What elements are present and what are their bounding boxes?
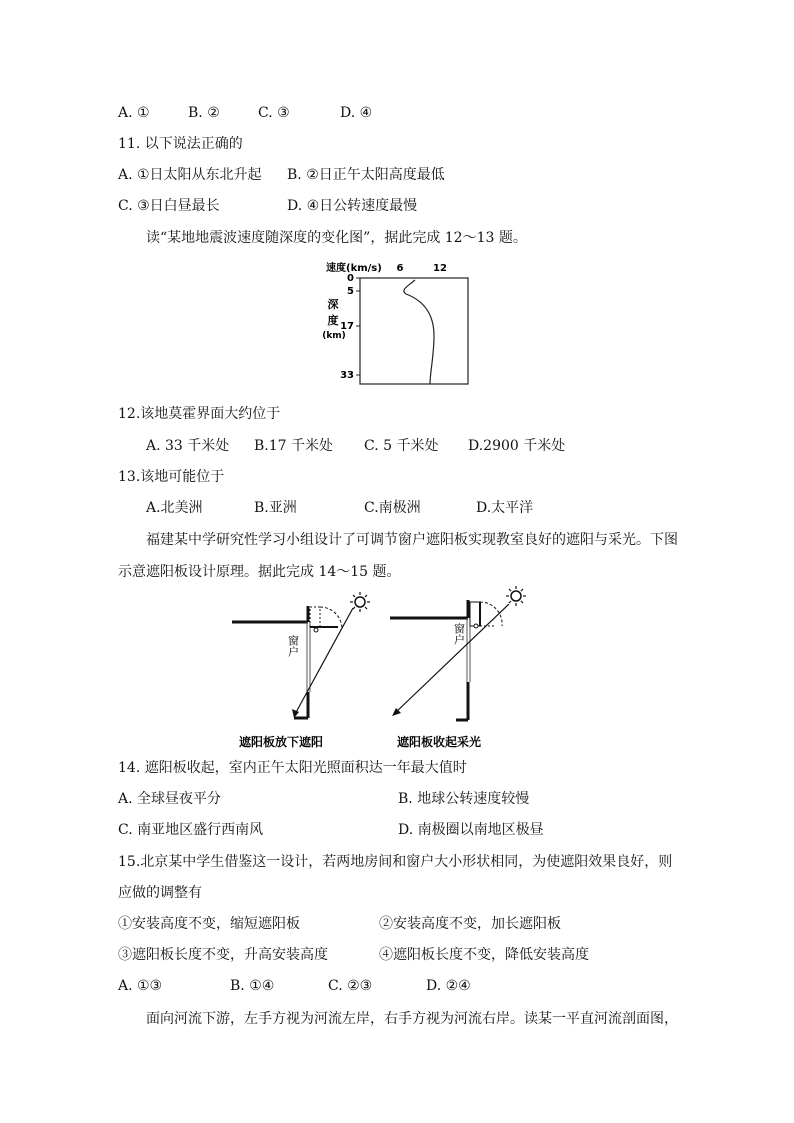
q14-option-a: A. 全球昼夜平分 xyxy=(118,791,222,807)
right-caption: 遮阳板收起采光 xyxy=(396,735,482,749)
depth-tick-17: 17 xyxy=(340,321,354,332)
q15-choice-1: ①安装高度不变，缩短遮阳板 xyxy=(118,916,300,932)
left-panel-shade-down xyxy=(232,592,370,749)
q15-choice-4: ④遮阳板长度不变，降低安装高度 xyxy=(379,947,589,963)
q11-option-d: D. ④日公转速度最慢 xyxy=(287,198,418,214)
q14-option-b: B. 地球公转速度较慢 xyxy=(398,791,530,807)
q13-option-d: D.太平洋 xyxy=(476,500,534,516)
depth-label-char-1: 深 xyxy=(327,298,339,311)
q15-option-b: B. ①④ xyxy=(230,978,275,994)
speed-tick-12: 12 xyxy=(433,263,447,274)
q12-option-b: B.17 千米处 xyxy=(254,438,334,454)
q13-option-a: A.北美洲 xyxy=(146,500,203,516)
q12-option-d: D.2900 千米处 xyxy=(468,438,566,454)
bottom-paragraph: 面向河流下游，左手方视为河流左岸，右手方视为河流右岸。读某一平直河流剖面图， xyxy=(146,1011,678,1027)
depth-label-char-2: 度 xyxy=(327,314,339,327)
chart-frame xyxy=(360,278,468,384)
sun-icon xyxy=(355,597,365,607)
left-caption: 遮阳板放下遮阳 xyxy=(238,735,324,749)
q12-stem: 12.该地莫霍界面大约位于 xyxy=(118,406,281,422)
sunshade-figure xyxy=(226,586,536,754)
q14-option-c: C. 南亚地区盛行西南风 xyxy=(118,822,264,838)
q15-choice-2: ②安装高度不变，加长遮阳板 xyxy=(379,916,561,932)
q15-option-d: D. ②④ xyxy=(426,978,471,994)
q15-choice-3: ③遮阳板长度不变，升高安装高度 xyxy=(118,947,328,963)
depth-tick-0: 0 xyxy=(347,273,354,284)
q11-option-c: C. ③日白昼最长 xyxy=(118,198,220,214)
q14-option-d: D. 南极圈以南地区极昼 xyxy=(398,822,544,838)
q11-stem: 11. 以下说法正确的 xyxy=(118,136,243,152)
intro-14-15-line2: 示意遮阳板设计原理。据此完成 14～15 题。 xyxy=(118,564,401,580)
intro-14-15-line1: 福建某中学研究性学习小组设计了可调节窗户遮阳板实现教室良好的遮阳与采光。下图 xyxy=(146,532,678,548)
q10-option-c: C. ③ xyxy=(258,105,290,121)
q12-option-a: A. 33 千米处 xyxy=(146,438,230,454)
sun-icon xyxy=(511,591,521,601)
q10-option-d: D. ④ xyxy=(340,105,373,121)
q15-stem-line1: 15.北京某中学生借鉴这一设计，若两地房间和窗户大小形状相同，为使遮阳效果良好，则 xyxy=(118,854,673,870)
q10-option-b: B. ② xyxy=(188,105,220,121)
right-panel-shade-up xyxy=(390,586,526,749)
depth-tick-33: 33 xyxy=(340,370,354,381)
q10-option-a: A. ① xyxy=(118,105,150,121)
q13-option-c: C.南极洲 xyxy=(364,500,421,516)
velocity-curve xyxy=(404,280,434,384)
speed-axis-label: 速度(km/s) xyxy=(326,263,382,274)
left-window-label: 窗户 xyxy=(286,635,300,657)
right-window-label: 窗户 xyxy=(452,623,466,645)
speed-tick-6: 6 xyxy=(396,263,404,274)
seismic-wave-chart xyxy=(322,258,472,388)
q12-option-c: C. 5 千米处 xyxy=(364,438,439,454)
q14-stem: 14. 遮阳板收起，室内正午太阳光照面积达一年最大值时 xyxy=(118,760,467,776)
depth-label-unit: (km) xyxy=(322,331,346,341)
q11-option-b: B. ②日正午太阳高度最低 xyxy=(287,167,445,183)
q13-stem: 13.该地可能位于 xyxy=(118,469,225,485)
depth-tick-5: 5 xyxy=(347,286,354,297)
q13-option-b: B.亚洲 xyxy=(254,500,297,516)
q15-option-a: A. ①③ xyxy=(118,978,163,994)
q15-option-c: C. ②③ xyxy=(328,978,373,994)
intro-12-13: 读“某地地震波速度随深度的变化图”，据此完成 12～13 题。 xyxy=(146,230,527,246)
q11-option-a: A. ①日太阳从东北升起 xyxy=(118,167,262,183)
q15-stem-line2: 应做的调整有 xyxy=(118,885,202,901)
